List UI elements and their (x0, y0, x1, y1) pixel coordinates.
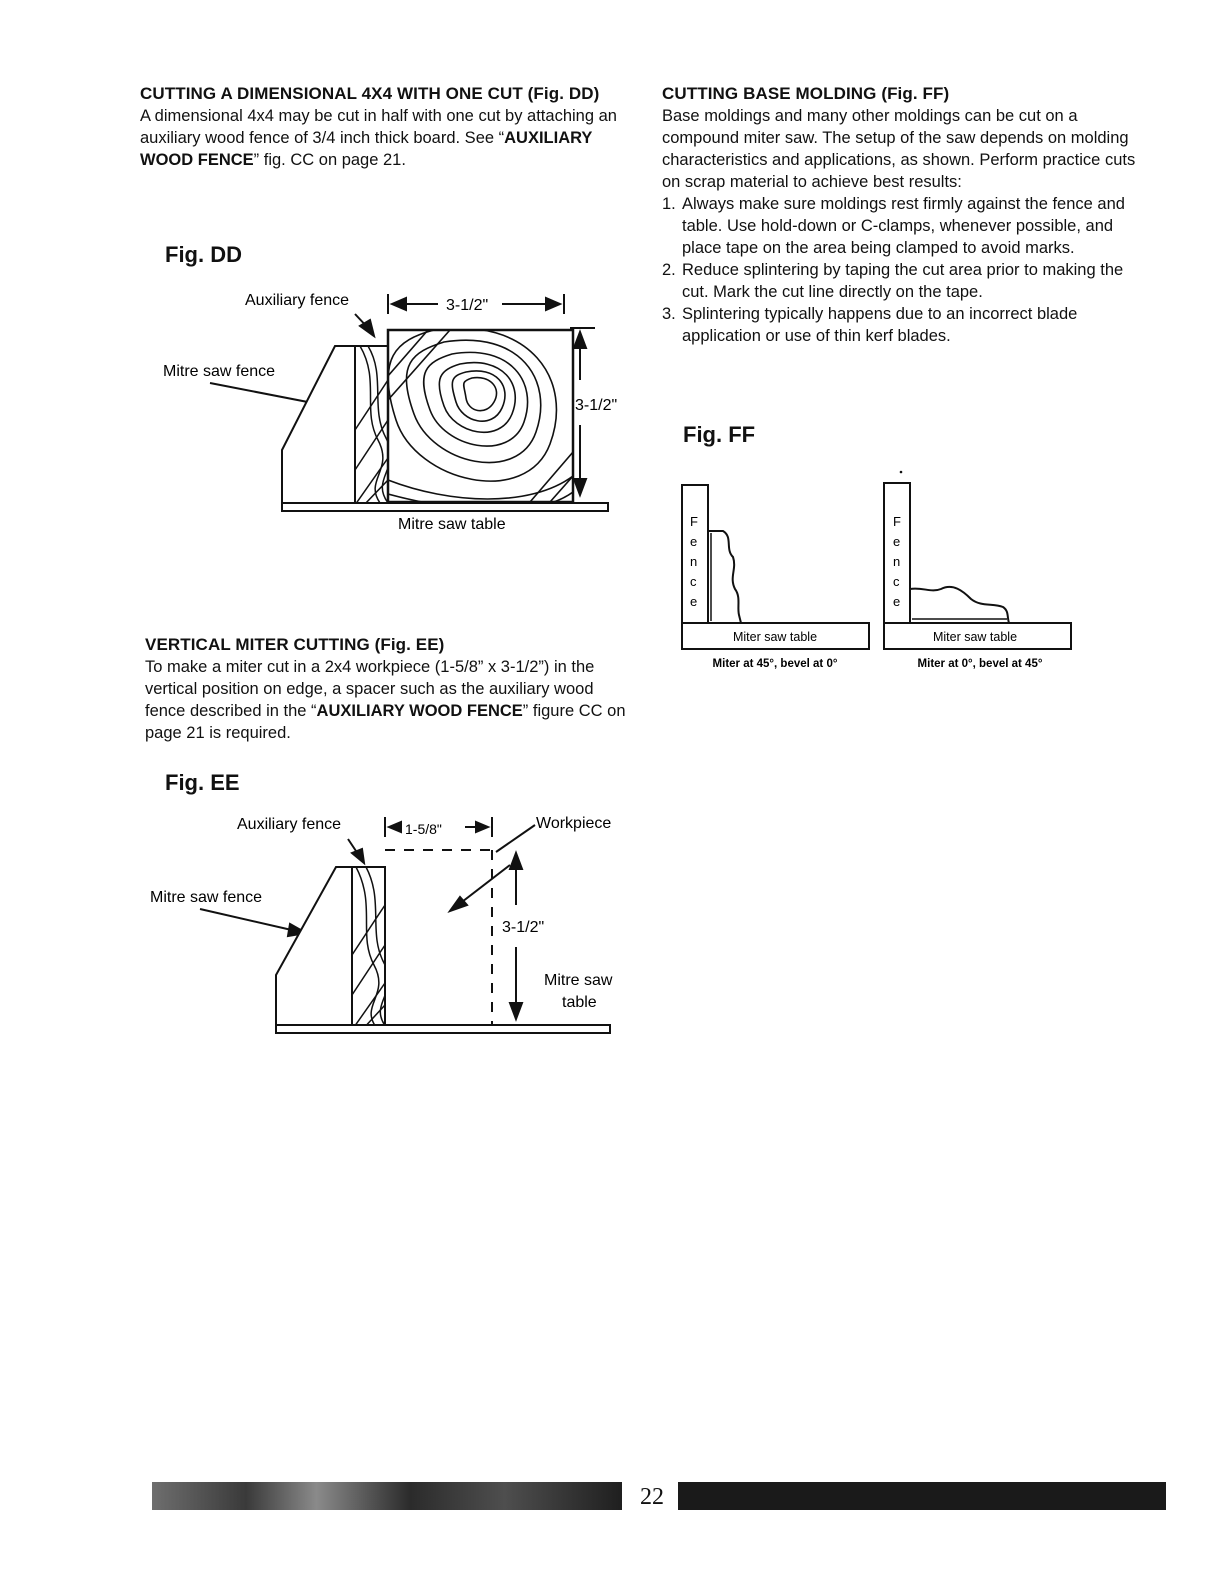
fig-ee-aux-fence-label: Auxiliary fence (237, 816, 342, 833)
fig-ff-title: Fig. FF (683, 422, 756, 447)
fig-ee-diagram (140, 805, 640, 1045)
fig-ee-mitre-fence-arrow (200, 909, 306, 936)
fig-ee-mitre-fence-label: Mitre saw fence (150, 889, 263, 906)
fig-ff-diagram (675, 465, 1080, 680)
fig-dd-width-label: 3-1/2" (446, 297, 489, 314)
fig-ee-width-label: 1-5/8" (405, 821, 442, 837)
section-ff-heading: CUTTING BASE MOLDING (Fig. FF) (662, 84, 950, 103)
section-ff (662, 83, 1142, 347)
fig-dd-title: Fig. DD (165, 242, 242, 267)
list-item: 1. Always make sure moldings rest firmly against the fence and table. Use hold-down or C-clamps, whenever possible, and place tape on the area being clamped to avoid marks. (662, 195, 1125, 257)
fig-ee-table-label-1: Mitre saw (544, 972, 613, 989)
svg-text:e: e (690, 594, 698, 609)
footer-bar-right (678, 1482, 1166, 1510)
fig-dd-mitre-fence-label: Mitre saw fence (163, 363, 276, 380)
fig-ee-workpiece-outline (385, 850, 492, 1025)
fig-ee-workpiece-label: Workpiece (536, 815, 612, 832)
fig-ee-aux-fence-arrow (348, 839, 364, 863)
fig-dd-table-label: Mitre saw table (398, 516, 506, 533)
fig-ee-mitre-table (276, 1025, 610, 1033)
svg-text:F: F (893, 514, 901, 529)
fig-ff-setup-left (682, 485, 869, 670)
section-ff-intro: Base moldings and many other moldings can be cut on a compound miter saw. The setup of the saw depends on molding characteristics and applications, as shown. Perform practice cuts on scrap material to achieve best results: (662, 107, 1136, 191)
svg-text:n: n (690, 554, 698, 569)
svg-text:e: e (690, 534, 698, 549)
fig-ff-table-left-label: Miter saw table (732, 630, 818, 644)
svg-text:c: c (690, 574, 697, 589)
fig-ff-table-right-label: Miter saw table (932, 630, 1018, 644)
fig-dd-diagram (150, 280, 620, 540)
aux-fence-reference: AUXILIARY WOOD FENCE (140, 129, 593, 169)
section-ee-heading: VERTICAL MITER CUTTING (Fig. EE) (145, 635, 445, 654)
svg-text:e: e (893, 594, 901, 609)
section-dd-heading: CUTTING A DIMENSIONAL 4X4 WITH ONE CUT (Fig. DD) (140, 84, 600, 103)
fig-ff-molding-right (910, 587, 1009, 623)
fig-ee-table-label-2: table (562, 994, 597, 1011)
fig-ee-height-dimension (510, 853, 522, 1019)
list-item: 2. Reduce splintering by taping the cut area prior to making the cut. Mark the cut line directly on the tape. (662, 261, 1124, 301)
fig-dd-mitre-table (282, 503, 608, 511)
svg-text:e: e (893, 534, 901, 549)
fig-ee-title: Fig. EE (165, 770, 240, 795)
fig-ff-setup-right (884, 471, 1071, 670)
list-item: 3. Splintering typically happens due to an incorrect blade application or use of thin kerf blades. (662, 305, 1078, 345)
svg-text:n: n (893, 554, 901, 569)
svg-text:c: c (893, 574, 900, 589)
section-ee (145, 634, 635, 744)
fig-ee-height-label: 3-1/2" (502, 919, 545, 936)
fig-dd-aux-fence-label: Auxiliary fence (245, 292, 350, 309)
section-ff-steps (662, 193, 1142, 347)
page-number: 22 (640, 1484, 664, 1510)
fig-ee-mitre-fence (276, 867, 352, 1027)
footer-bar-left (152, 1482, 622, 1510)
fig-ff-molding-left (708, 531, 741, 623)
fig-dd-height-label: 3-1/2" (575, 397, 618, 414)
section-ee-body: To make a miter cut in a 2x4 workpiece (1-5/8” x 3-1/2”) in the vertical position on edge, a spacer such as the auxiliary wood fence described in the “AUXILIARY WOOD FENCE” figure CC on page 21 is required. (145, 658, 626, 742)
fig-ff-caption-right: Miter at 0°, bevel at 45° (917, 658, 1043, 670)
fig-dd-aux-fence-arrow (355, 314, 374, 336)
fig-dd-mitre-fence (282, 346, 355, 505)
section-dd (140, 83, 640, 171)
section-dd-body: A dimensional 4x4 may be cut in half with one cut by attaching an auxiliary wood fence of 3/4 inch thick board. See “AUXILIARY WOOD FENCE” fig. CC on page 21. (140, 107, 617, 169)
aux-fence-reference-ee: AUXILIARY WOOD FENCE (316, 702, 523, 720)
svg-text:F: F (690, 514, 698, 529)
fig-ff-caption-left: Miter at 45°, bevel at 0° (712, 658, 838, 670)
